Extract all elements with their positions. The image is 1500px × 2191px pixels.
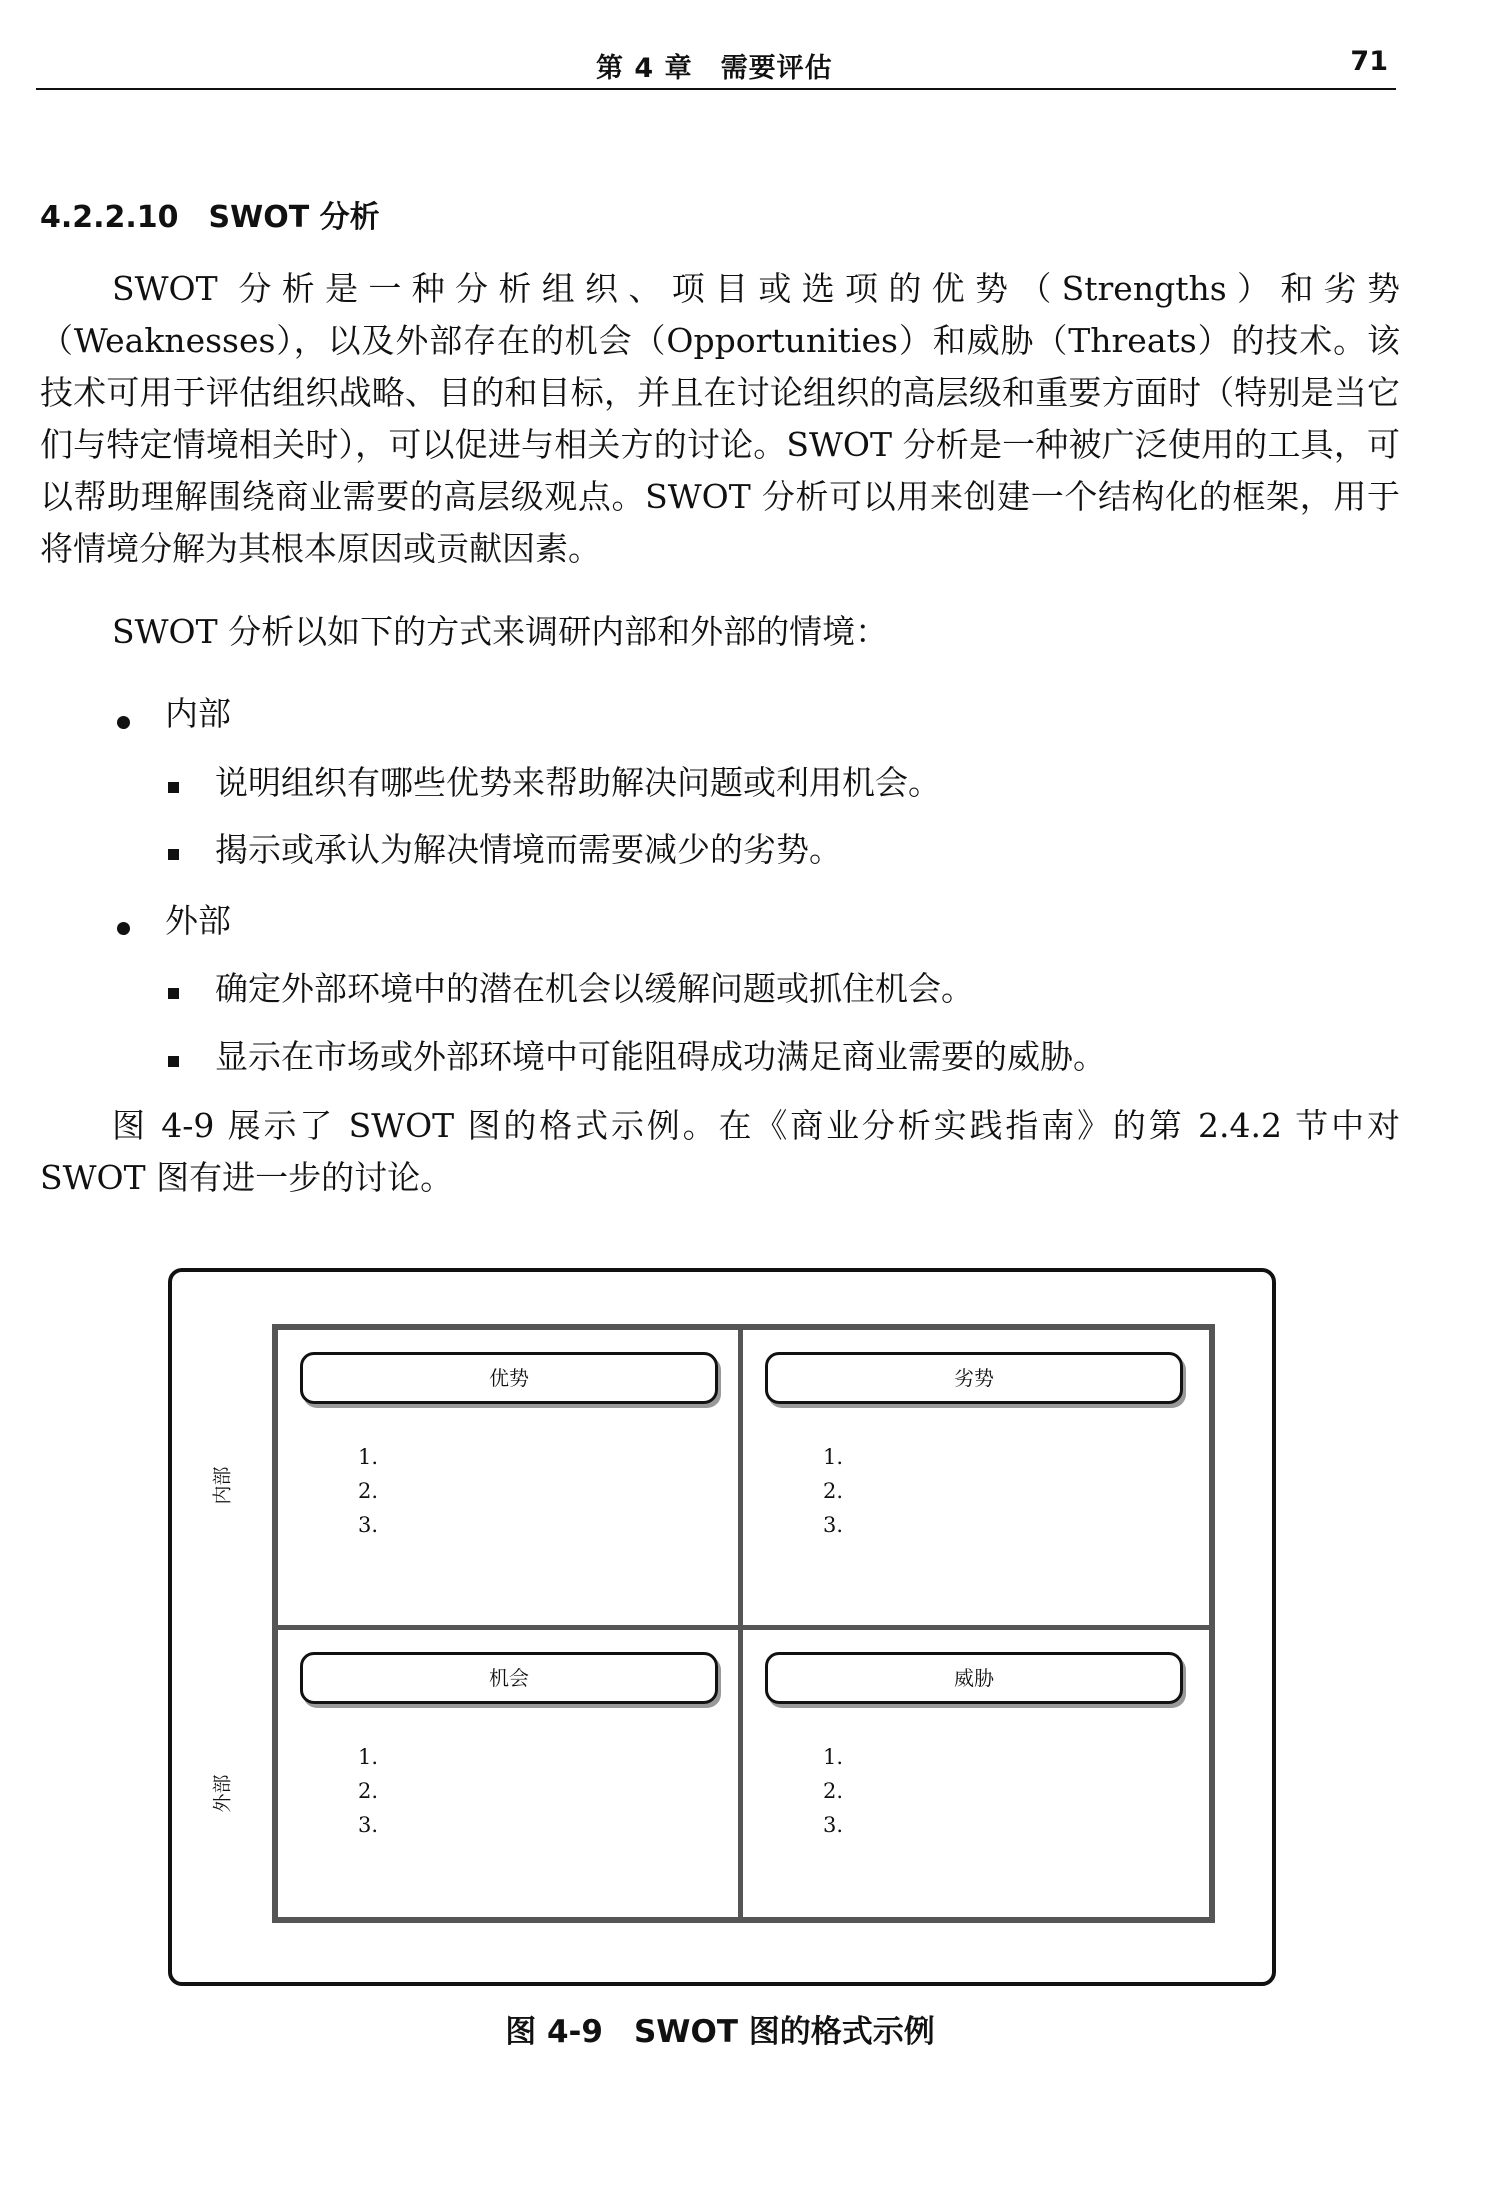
quadrant-list (823, 1440, 843, 1542)
list-item: 1. (823, 1445, 844, 1469)
list-item: 3. (823, 1813, 844, 1837)
section-heading: 4.2.2.10 SWOT 分析 (40, 200, 380, 235)
list-item: 3. (358, 1813, 379, 1837)
sub-list-item: 说明组织有哪些优势来帮助解决问题或利用机会。 (215, 763, 941, 802)
list-item: 2. (358, 1479, 379, 1503)
list-item: 3. (358, 1513, 379, 1537)
bullet-dot-icon (117, 716, 130, 729)
swot-grid (272, 1324, 1215, 1923)
sub-list-item: 揭示或承认为解决情境而需要减少的劣势。 (215, 830, 842, 869)
page-header (36, 38, 1396, 90)
row-label-external: 外部 (211, 1774, 234, 1813)
bullet-square-icon (168, 1056, 179, 1067)
swot-figure (168, 1268, 1276, 1986)
page-number: 71 (1350, 46, 1388, 77)
sub-list-item: 显示在市场或外部环境中可能阻碍成功满足商业需要的威胁。 (215, 1037, 1106, 1076)
list-item: 3. (823, 1513, 844, 1537)
figure-caption: 图 4-9 SWOT 图的格式示例 (505, 2014, 935, 2050)
quadrant-title: 优势 (300, 1352, 718, 1404)
list-item-internal: 内部 (165, 694, 231, 733)
list-item-external: 外部 (165, 901, 231, 940)
quadrant-strengths (278, 1330, 738, 1625)
row-label-internal: 内部 (211, 1466, 234, 1505)
bullet-square-icon (168, 782, 179, 793)
quadrant-title: 威胁 (765, 1652, 1183, 1704)
quadrant-title: 劣势 (765, 1352, 1183, 1404)
quadrant-list (823, 1740, 843, 1842)
lead-in-paragraph: SWOT 分析以如下的方式来调研内部和外部的情境： (112, 612, 889, 651)
list-item: 1. (358, 1745, 379, 1769)
bullet-square-icon (168, 849, 179, 860)
quadrant-weaknesses (743, 1330, 1203, 1625)
bullet-square-icon (168, 988, 179, 999)
list-item: 2. (823, 1779, 844, 1803)
quadrant-threats (743, 1630, 1203, 1925)
intro-paragraph: SWOT 分析是一种分析组织、项目或选项的优势（Strengths）和劣势（Weaknesses），以及外部存在的机会（Opportunities）和威胁（Threats）的技术。该技术可用于评估组织战略、目的和目标，并且在讨论组织的高层级和重要方面时（特别是当它们与特定情境相关时），可以促进与相关方的讨论。SWOT 分析是一种被广泛使用的工具，可以帮助理解围绕商业需要的高层级观点。SWOT 分析可以用来创建一个结构化的框架，用于将情境分解为其根本原因或贡献因素。 (40, 269, 1400, 568)
figure-reference-paragraph: 图 4-9 展示了 SWOT 图的格式示例。在《商业分析实践指南》的第 2.4.2 节中对 SWOT 图有进一步的讨论。 (40, 1106, 1400, 1197)
list-item: 2. (358, 1779, 379, 1803)
list-item: 1. (358, 1445, 379, 1469)
quadrant-opportunities (278, 1630, 738, 1925)
list-item: 1. (823, 1745, 844, 1769)
chapter-title: 第 4 章 需要评估 (596, 53, 833, 84)
sub-list-item: 确定外部环境中的潜在机会以缓解问题或抓住机会。 (215, 969, 974, 1008)
list-item: 2. (823, 1479, 844, 1503)
quadrant-title: 机会 (300, 1652, 718, 1704)
bullet-dot-icon (117, 922, 130, 935)
quadrant-list (358, 1440, 378, 1542)
quadrant-list (358, 1740, 378, 1842)
